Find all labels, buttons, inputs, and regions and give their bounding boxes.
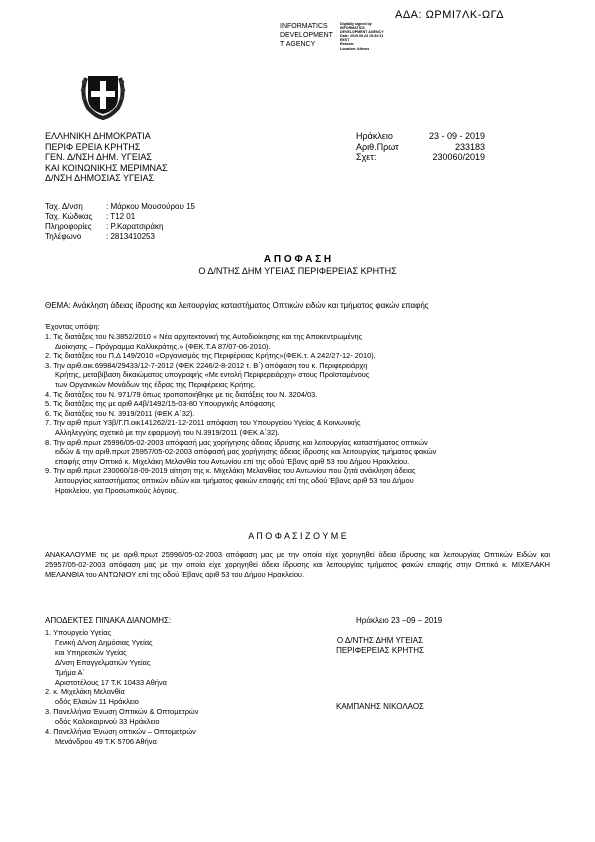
document-date: 23 - 09 - 2019 [428,131,485,141]
distribution-heading: ΑΠΟΔΕΚΤΕΣ ΠΙΝΑΚΑ ΔΙΑΝΟΜΗΣ: [45,616,172,625]
signature-details: Digitally signed by INFORMATICS DEVELOPMENT AGENCY Date: 2019.09.23 15:32:31 EEST Reason: Location: Athens [340,22,384,51]
related-number: 230060/2019 [432,152,485,162]
list-item: 4. Τις διατάξεις του Ν. 971/79 όπως τροποποιήθηκε με τις διατάξεις του Ν. 3204/03. [45,389,318,399]
protocol-number: 233183 [454,141,485,152]
stamp-line: INFORMATICS [280,23,328,30]
list-item: 2. κ. Μιχελάκη Μελανθία οδός Ελαιών 11 Ηράκλειο [45,687,139,707]
list-item: 8. Την αριθ.πρωτ 25996/05-02-2003 απόφασή μας χορήγησης άδειας ίδρυσης και λειτουργίας καταστήματος οπτικών ειδών & την αριθ.πρωτ 25957/05-02-2003 απόφασή μας χορήγησης άδειας ίδρυσης και λειτουργίας τμήματος φακών επαφής στην Οπτικό κ. Μιχελάκη Μελανθία του Αντωνίου επί της οδού Έβανς αριθ 53 του Δήμου Ηρακλείου. [45,437,437,466]
subject-line: ΘΕΜΑ: Ανάκληση άδειας ίδρυσης και λειτουργίας καταστήματος Οπτικών ειδών και τμήματος φακών επαφής [45,301,429,310]
greek-emblem-icon [78,68,128,120]
ada-code: ΑΔΑ: ΩΡΜΙ7ΛΚ-ΩΓΔ [395,9,504,21]
reference-labels: Ηράκλειο Αριθ.Πρωτ Σχετ: [356,131,399,162]
issuer-line: ΚΑΙ ΚΟΙΝΩΝΙΚΗΣ ΜΕΡΙΜΝΑΣ [45,162,168,173]
reference-values [423,131,485,163]
document-subtitle: Ο Δ/ΝΤΗΣ ΔΗΜ ΥΓΕΙΑΣ ΠΕΡΙΦΕΡΕΙΑΣ ΚΡΗΤΗΣ [198,266,397,276]
issuer-line: ΓΕΝ. Δ/ΝΣΗ ΔΗΜ. ΥΓΕΙΑΣ [45,152,152,162]
distribution-list [45,628,198,747]
stamp-line: DEVELOPMENT [280,32,333,39]
signature-date: Ηράκλειο 23 –09 – 2019 [356,616,443,625]
list-item: 6. Τις διατάξεις του Ν. 3919/2011 (ΦΕΚ Α΄32). [45,408,195,418]
decision-heading: Α Π Ο Φ Α Σ Ι Ζ Ο Υ Μ Ε [248,531,347,541]
list-item: 2. Τις διατάξεις του Π.Δ 149/2010 «Οργανισμός της Περιφέρειας Κρήτης»(ΦΕΚ.τ. Α 242/27-12- 2010). [45,351,376,361]
contact-values: : Μάρκου Μουσούρου 15 : Τ12 01 : Ρ.Καρατσιράκη : 2813410253 [106,202,195,241]
issuer-line: ΠΕΡΙΦ ΕΡΕΙΑ ΚΡΗΤΗΣ [45,141,141,152]
contact-labels: Ταχ. Δ/νση Ταχ. Κώδικας Πληροφορίες Τηλέφωνο [45,202,93,241]
list-item: 3. Πανελλήνια Ένωση Οπτικών & Οπτομετρών οδός Καλοκαιρινού 33 Ηράκλειο [45,707,199,727]
stamp-line: T AGENCY [280,41,316,48]
document-title: Α Π Ο Φ Α Σ Η [263,254,332,265]
signature-role: Ο Δ/ΝΤΗΣ ΔΗΜ ΥΓΕΙΑΣ ΠΕΡΙΦΕΡΕΙΑΣ ΚΡΗΤΗΣ [336,636,424,655]
list-item: 1. Τις διατάξεις του Ν.3852/2010 « Νέα αρχιτεκτονική της Αυτοδιοίκησης και της Αποκεντρωμένης Διοίκησης – Πρόγραμμα Καλλικράτης.» (ΦΕΚ.Τ.Α 87/07-06-2010). [45,332,363,351]
issuer-line: Δ/ΝΣΗ ΔΗΜΟΣΙΑΣ ΥΓΕΙΑΣ [45,173,155,183]
signatory-name: ΚΑΜΠΑΝΗΣ ΝΙΚΟΛΑΟΣ [335,702,425,711]
decision-text: ΑΝΑΚΑΛΟΥΜΕ τις με αριθ.πρωτ 25996/05-02-2003 απόφαση μας με την οποία είχε χορηγηθεί άδεια ίδρυσης και λειτουργίας Οπτικών Ειδών και 25957/05-02-2003 απόφαση μας με την οποία είχε χορηγηθεί άδεια ίδρυσης και λειτουργίας τμήματος φακών επαφής στην Οπτικό κ. ΜΙΧΕΛΑΚΗ ΜΕΛΑΝΘΙΑ του ΑΝΤΩΝΙΟΥ επί της οδού Έβανς αριθ 53 του Δήμου Ηρακλείου. [45,550,550,579]
issuer-block [45,131,168,184]
issuer-line: ΕΛΛΗΝΙΚΗ ΔΗΜΟΚΡΑΤΙΑ [45,131,151,141]
having-regard-label: Έχοντας υπόψη: [45,322,100,331]
list-item: 3. Την αριθ.αικ.69984/29433/12-7-2012 (ΦΕΚ 2246/2-8-2012 τ. Β΄) απόφαση του κ. Περιφερειάρχη Κρήτης, μεταβίβαση δικαιώματος υπογραφής «Με εντολή Περιφερειάρχη» στους Προϊσταμένους των Οργανικών Μονάδων της έδρας της Περιφέρειας Κρήτης. [45,360,370,389]
list-item: 5. Τις διατάξεις της με αριθ Α4β/1492/15-03-80 Υπουργικής Απόφασης [45,399,276,409]
considerations-list [45,332,555,495]
list-item: 4. Πανελλήνια Ένωση οπτικών – Οπτομετρών Μενάνδρου 49 Τ.Κ 5706 Αθήνα [45,727,196,746]
list-item: 7. Την αριθ πρωτ Υ3β/Γ.Π.οικ141262/21-12-2011 απόφαση του Υπουργείου Υγείας & Κοινωνικής Αλληλεγγύης σχετικό με την εφαρμογή του Ν.3919/2011 (ΦΕΚ Α΄32). [45,418,361,437]
signature-stamp [280,22,333,49]
list-item: 1. Υπουργείο Υγείας Γενική Δ/νση Δημόσιας Υγείας και Υπηρεσιών Υγείας Δ/νση Επαγγελματιών Υγείας Τμήμα Α΄ Αριστοτέλους 17 Τ.Κ 10433 Αθήνα [45,628,167,687]
list-item: 9. Την αριθ.πρωτ 230060/18-09-2019 αίτηση της κ. Μιχελάκη Μελανθίας του Αντωνίου που ζητά ανάκληση άδειας λειτουργίας καταστήματος οπτικών ειδών και τμήματος φακών επαφής επί της οδού Έβανς αριθ 53 του Δήμου Ηρακλείου, για Προσωπικούς λόγους. [45,466,416,495]
